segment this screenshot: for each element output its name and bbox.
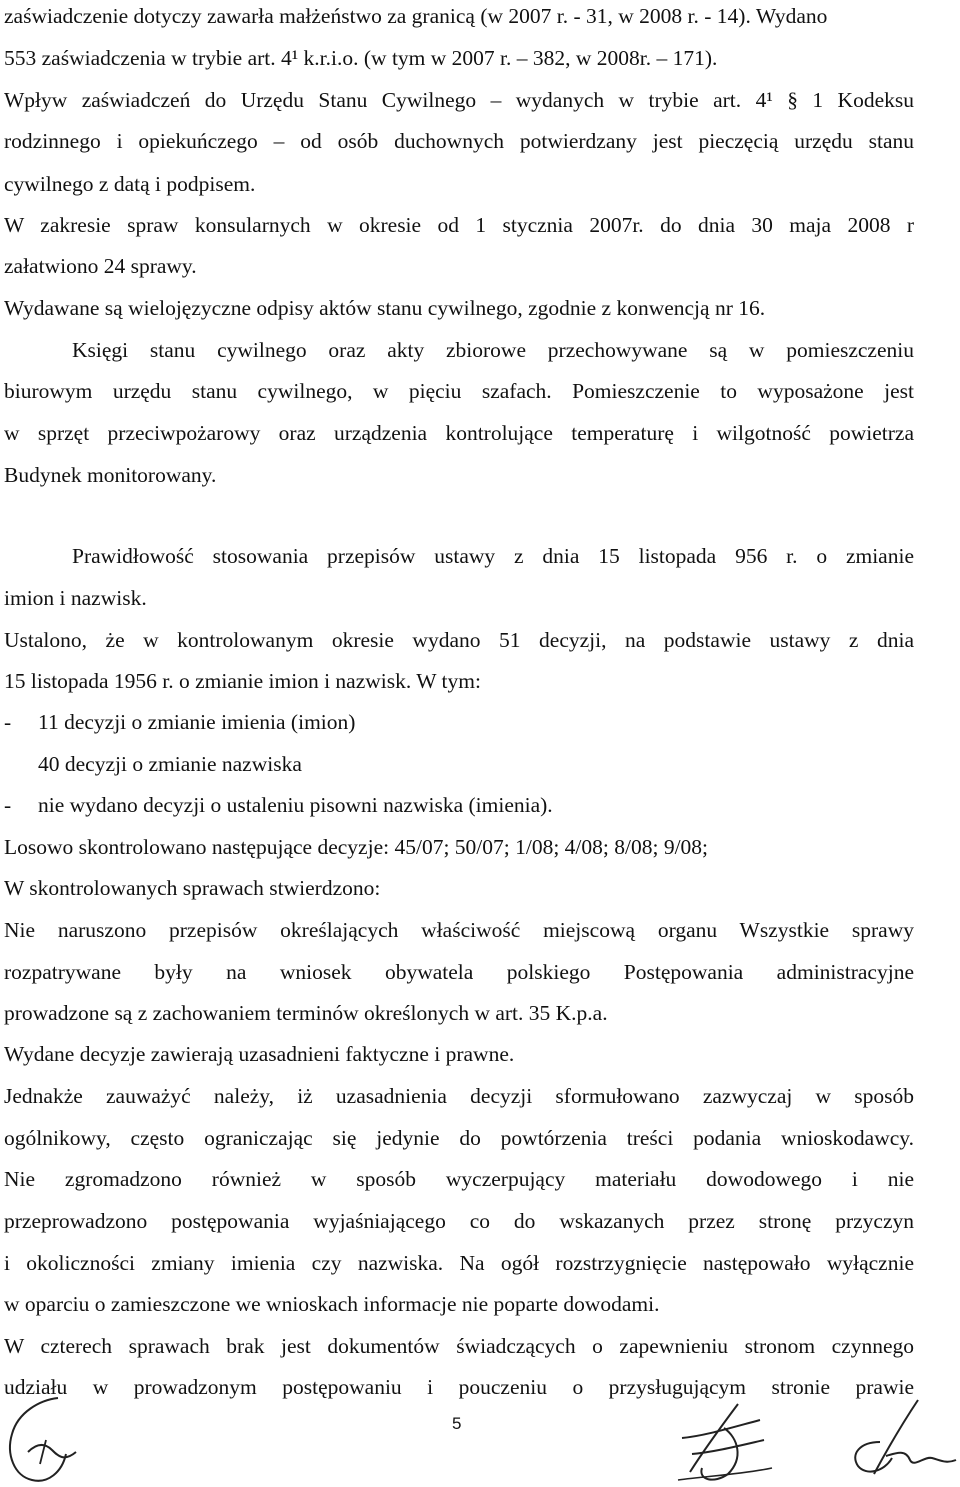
list-item-text: 11 decyzji o zmianie imienia (imion) [38,710,356,734]
page-number: 5 [452,1414,462,1433]
list-dash: - [4,793,12,817]
text-line: W skontrolowanych sprawach stwierdzono: [4,876,381,900]
signature-initials-left-icon [0,1392,90,1487]
list-item: 40 decyzji o zmianie nazwiska [38,752,302,776]
text-line: przeprowadzono postępowania wyjaśniającego co do wskazanych przez stronę przyczyn [4,1209,914,1233]
text-line: Budynek monitorowany. [4,463,217,487]
text-line: zaświadczenie dotyczy zawarła małżeństwo za granicą (w 2007 r. - 31, w 2008 r. - 14). Wydano [4,4,828,28]
section-heading: Prawidłowość stosowania przepisów ustawy z dnia 15 listopada 956 r. o zmianie [72,544,914,568]
text-line: w sprzęt przeciwpożarowy oraz urządzenia kontrolujące temperaturę i wilgotność powietrza [4,421,914,445]
text-line: rodzinnego i opiekuńczego – od osób duchownych potwierdzany jest pieczęcią urzędu stanu [4,129,914,153]
text-line: cywilnego z datą i podpisem. [4,172,256,196]
list-dash: - [4,710,12,734]
list-item [4,791,914,819]
text-line: W zakresie spraw konsularnych w okresie od 1 stycznia 2007r. do dnia 30 maja 2008 r [4,213,914,237]
text-line: ogólnikowy, często ograniczając się jedynie do powtórzenia treści podania wnioskodawcy. [4,1126,914,1150]
text-line: Nie naruszono przepisów określających właściwość miejscową organu Wszystkie sprawy [4,918,914,942]
list-item [4,708,914,736]
signature-initials-center-icon [668,1398,778,1486]
text-line: 553 zaświadczenia w trybie art. 4¹ k.r.i.o. (w tym w 2007 r. – 382, w 2008r. – 171). [4,46,718,70]
text-line: Losowo skontrolowano następujące decyzje: 45/07; 50/07; 1/08; 4/08; 8/08; 9/08; [4,835,709,859]
text-line: i okoliczności zmiany imienia czy nazwiska. Na ogół rozstrzygnięcie następowało wyłącznie [4,1251,914,1275]
text-line: Wpływ zaświadczeń do Urzędu Stanu Cywilnego – wydanych w trybie art. 4¹ § 1 Kodeksu [4,88,914,112]
text-line: Wydane decyzje zawierają uzasadnieni faktyczne i prawne. [4,1042,515,1066]
text-line: udziału w prowadzonym postępowaniu i pouczeniu o przysługującym stronie prawie [4,1375,914,1399]
text-line: prowadzone są z zachowaniem terminów określonych w art. 35 K.p.a. [4,1001,608,1025]
signature-initials-right-icon [840,1394,958,1486]
text-line: rozpatrywane były na wniosek obywatela polskiego Postępowania administracyjne [4,960,914,984]
text-line: Księgi stanu cywilnego oraz akty zbiorowe przechowywane są w pomieszczeniu [72,338,914,362]
text-line: w oparciu o zamieszczone we wnioskach informacje nie poparte dowodami. [4,1292,660,1316]
text-line: biurowym urzędu stanu cywilnego, w pięciu szafach. Pomieszczenie to wyposażone jest [4,379,914,403]
list-item-text: nie wydano decyzji o ustaleniu pisowni nazwiska (imienia). [38,793,553,817]
text-line: Jednakże zauważyć należy, iż uzasadnienia decyzji sformułowano zazwyczaj w sposób [4,1084,914,1108]
text-line: Wydawane są wielojęzyczne odpisy aktów stanu cywilnego, zgodnie z konwencją nr 16. [4,296,766,320]
text-line: 15 listopada 1956 r. o zmianie imion i nazwisk. W tym: [4,669,481,693]
text-line: załatwiono 24 sprawy. [4,254,197,278]
text-line: Nie zgromadzono również w sposób wyczerpujący materiału dowodowego i nie [4,1167,914,1191]
text-line: W czterech sprawach brak jest dokumentów świadczących o zapewnieniu stronom czynnego [4,1334,914,1358]
text-line: Ustalono, że w kontrolowanym okresie wydano 51 decyzji, na podstawie ustawy z dnia [4,628,914,652]
text-line: imion i nazwisk. [4,586,147,610]
